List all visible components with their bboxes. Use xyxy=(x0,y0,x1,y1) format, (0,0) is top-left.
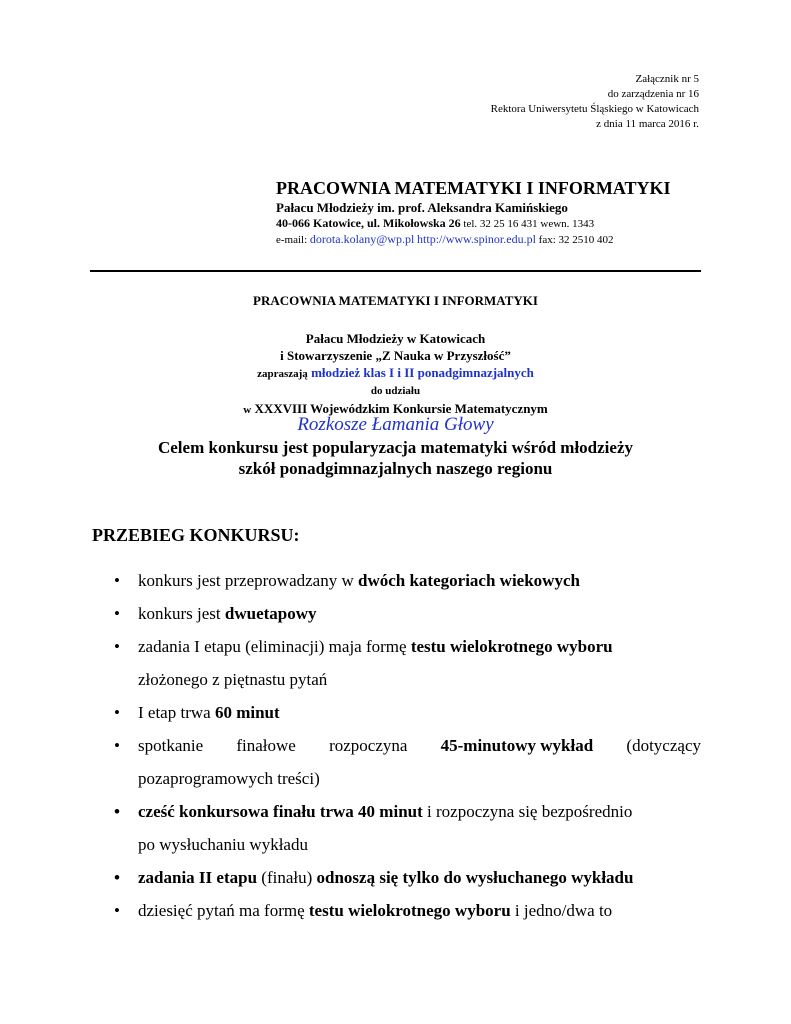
invite-prefix: zapraszają xyxy=(257,368,308,380)
item-emphasis: dwuetapowy xyxy=(224,604,317,623)
item-text: po wysłuchaniu wykładu xyxy=(138,835,308,854)
letterhead-contact-line xyxy=(276,232,671,248)
list-item xyxy=(92,597,701,630)
justified-line xyxy=(138,729,701,762)
invite-line1: Pałacu Młodzieży w Katowicach xyxy=(305,331,486,346)
list-item xyxy=(92,564,701,597)
annex-line: Rektora Uniwersytetu Śląskiego w Katowicach xyxy=(490,103,699,115)
contest-title: Rozkosze Łamania Głowy xyxy=(297,414,494,435)
item-text: dziesięć pytań ma formę xyxy=(138,901,309,920)
annex-line: z dnia 11 marca 2016 r. xyxy=(596,118,699,130)
bullet-icon: • xyxy=(114,901,120,920)
item-emphasis: 60 minut xyxy=(214,703,280,722)
item-text: rozpoczyna xyxy=(329,736,408,755)
bullet-icon: • xyxy=(114,604,120,623)
participation-line: do udziału xyxy=(370,385,421,397)
list-item xyxy=(92,861,701,894)
item-text: spotkanie xyxy=(138,736,204,755)
contest-goal xyxy=(90,437,701,479)
item-text: I etap trwa xyxy=(138,703,215,722)
letterhead-title: PRACOWNIA MATEMATYKI I INFORMATYKI xyxy=(276,178,671,198)
invite-heading: PRACOWNIA MATEMATYKI I INFORMATYKI xyxy=(253,293,538,308)
email-link[interactable]: dorota.kolany@wp.pl xyxy=(309,232,415,246)
email-label: e-mail: xyxy=(276,234,308,246)
item-text: finałowe xyxy=(236,736,296,755)
item-emphasis: testu wielokrotnego wyboru xyxy=(410,637,613,656)
annex-line: Załącznik nr 5 xyxy=(635,73,699,85)
bullet-icon: • xyxy=(114,637,120,656)
item-text: pozaprogramowych treści) xyxy=(138,769,320,788)
bullet-icon: • xyxy=(114,868,120,887)
goal-line: szkół ponadgimnazjalnych naszego regionu xyxy=(238,459,553,478)
item-text: konkurs jest xyxy=(138,604,225,623)
invite-target: młodzież klas I i II ponadgimnazjalnych xyxy=(311,365,534,380)
annex-note xyxy=(491,72,699,132)
letterhead-address-line xyxy=(276,216,671,232)
list-item xyxy=(92,630,701,696)
list-item xyxy=(92,696,701,729)
list-item xyxy=(92,729,701,795)
letterhead-phone: tel. 32 25 16 431 wewn. 1343 xyxy=(463,218,595,230)
item-text: i rozpoczyna się bezpośrednio xyxy=(422,802,633,821)
letterhead-subtitle: Pałacu Młodzieży im. prof. Aleksandra Kamińskiego xyxy=(276,200,568,215)
rules-list xyxy=(92,564,701,927)
list-item xyxy=(92,795,701,861)
letterhead-fax: fax: 32 2510 402 xyxy=(538,234,614,246)
list-item xyxy=(92,894,701,927)
item-emphasis: odnoszą się tylko do wysłuchanego wykładu xyxy=(316,868,634,887)
item-text: złożonego z piętnastu pytań xyxy=(138,670,328,689)
item-emphasis: dwóch kategoriach wiekowych xyxy=(358,571,580,590)
invite-line3 xyxy=(90,364,701,383)
item-text: konkurs jest przeprowadzany w xyxy=(138,571,358,590)
contest-prefix: w xyxy=(243,404,252,416)
item-emphasis: zadania II etapu xyxy=(138,868,258,887)
item-emphasis: testu wielokrotnego wyboru xyxy=(308,901,511,920)
goal-line: Celem konkursu jest popularyzacja matematyki wśród młodzieży xyxy=(157,438,633,457)
bullet-icon: • xyxy=(114,802,120,821)
website-link[interactable]: http://www.spinor.edu.pl xyxy=(417,232,536,246)
bullet-icon: • xyxy=(114,571,120,590)
header-divider xyxy=(90,270,701,272)
item-text: (finału) xyxy=(257,868,317,887)
bullet-icon: • xyxy=(114,703,120,722)
invite-line2: i Stowarzyszenie „Z Nauka w Przyszłość” xyxy=(280,348,511,363)
item-text: zadania I etapu (eliminacji) maja formę xyxy=(138,637,411,656)
letterhead xyxy=(276,178,671,248)
annex-line: do zarządzenia nr 16 xyxy=(607,88,699,100)
contest-name: XXXVIII Wojewódzkim Konkursie Matematycznym xyxy=(254,401,548,416)
bullet-icon: • xyxy=(114,736,120,755)
item-emphasis: 45-minutowy wykład xyxy=(440,736,594,755)
item-text: (dotyczący xyxy=(626,736,701,755)
invite-block xyxy=(90,330,701,419)
item-text: i jedno/dwa to xyxy=(510,901,613,920)
item-emphasis: cześć konkursowa finału trwa 40 minut xyxy=(138,802,423,821)
section-heading: PRZEBIEG KONKURSU: xyxy=(92,525,300,545)
letterhead-address: 40-066 Katowice, ul. Mikołowska 26 xyxy=(276,216,461,230)
